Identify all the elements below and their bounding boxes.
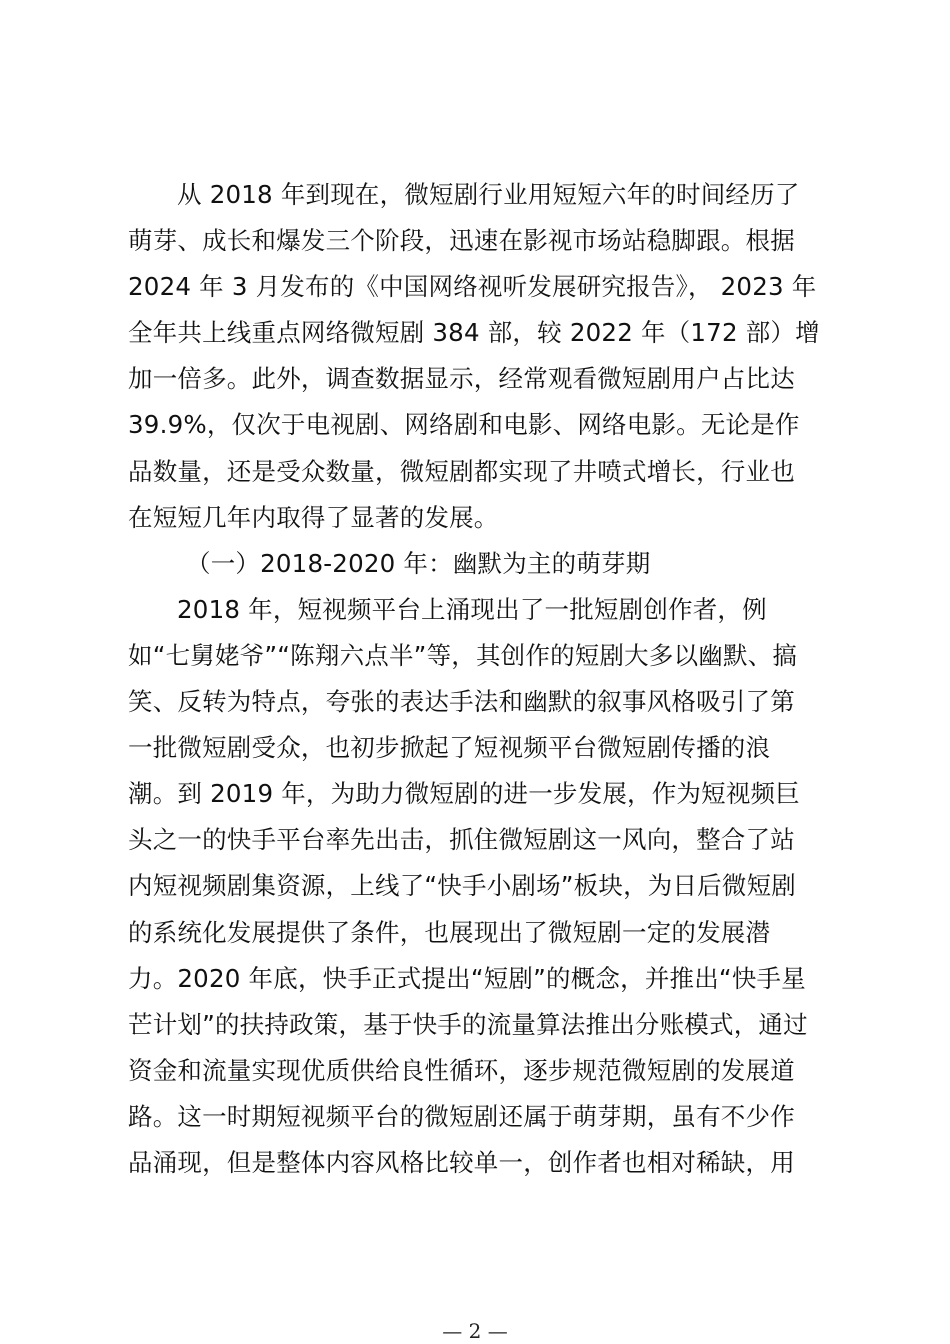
- paragraph-1-line-8: 在短短几年内取得了显著的发展。: [128, 502, 499, 532]
- paragraph-1-line-2: 萌芽、成长和爆发三个阶段，迅速在影视市场站稳脚跟。根据: [128, 226, 795, 256]
- paragraph-1-line-5: 加一倍多。此外，调查数据显示，经常观看微短剧用户占比达: [128, 364, 795, 394]
- paragraph-2-line-12: 路。这一时期短视频平台的微短剧还属于萌芽期，虽有不少作: [128, 1101, 795, 1131]
- paragraph-2-line-9: 力。2020 年底，快手正式提出“短剧”的概念，并推出“快手星: [128, 963, 806, 993]
- paragraph-1-line-7: 品数量，还是受众数量，微短剧都实现了井喷式增长，行业也: [128, 456, 795, 486]
- paragraph-2-line-2: 如“七舅姥爷”“陈翔六点半”等，其创作的短剧大多以幽默、搞: [128, 640, 798, 670]
- paragraph-2-line-13: 品涌现，但是整体内容风格比较单一，创作者也相对稀缺，用: [128, 1147, 795, 1177]
- paragraph-2-line-8: 的系统化发展提供了条件，也展现出了微短剧一定的发展潜: [128, 917, 771, 947]
- section-heading: （一）2018-2020 年：幽默为主的萌芽期: [186, 548, 651, 578]
- paragraph-2-line-1: 2018 年，短视频平台上涌现出了一批短剧创作者，例: [177, 594, 767, 624]
- paragraph-2-line-11: 资金和流量实现优质供给良性循环，逐步规范微短剧的发展道: [128, 1055, 795, 1085]
- paragraph-2-line-6: 头之一的快手平台率先出击，抓住微短剧这一风向，整合了站: [128, 825, 795, 855]
- paragraph-2-line-3: 笑、反转为特点，夸张的表达手法和幽默的叙事风格吸引了第: [128, 687, 795, 717]
- body-text: [128, 172, 838, 1186]
- paragraph-2-line-4: 一批微短剧受众，也初步掀起了短视频平台微短剧传播的浪: [128, 733, 771, 763]
- paragraph-1-line-4: 全年共上线重点网络微短剧 384 部，较 2022 年（172 部）增: [128, 318, 820, 348]
- paragraph-2-line-5: 潮。到 2019 年，为助力微短剧的进一步发展，作为短视频巨: [128, 779, 800, 809]
- paragraph-1-line-6: 39.9%，仅次于电视剧、网络剧和电影、网络电影。无论是作: [128, 410, 800, 440]
- paragraph-2-line-7: 内短视频剧集资源，上线了“快手小剧场”板块，为日后微短剧: [128, 871, 796, 901]
- paragraph-1-line-1: 从 2018 年到现在，微短剧行业用短短六年的时间经历了: [177, 180, 800, 209]
- paragraph-2-line-10: 芒计划”的扶持政策，基于快手的流量算法推出分账模式，通过: [128, 1009, 808, 1039]
- paragraph-1-line-3: 2024 年 3 月发布的《中国网络视听发展研究报告》， 2023 年: [128, 272, 817, 302]
- page-number: — 2 —: [442, 1319, 508, 1343]
